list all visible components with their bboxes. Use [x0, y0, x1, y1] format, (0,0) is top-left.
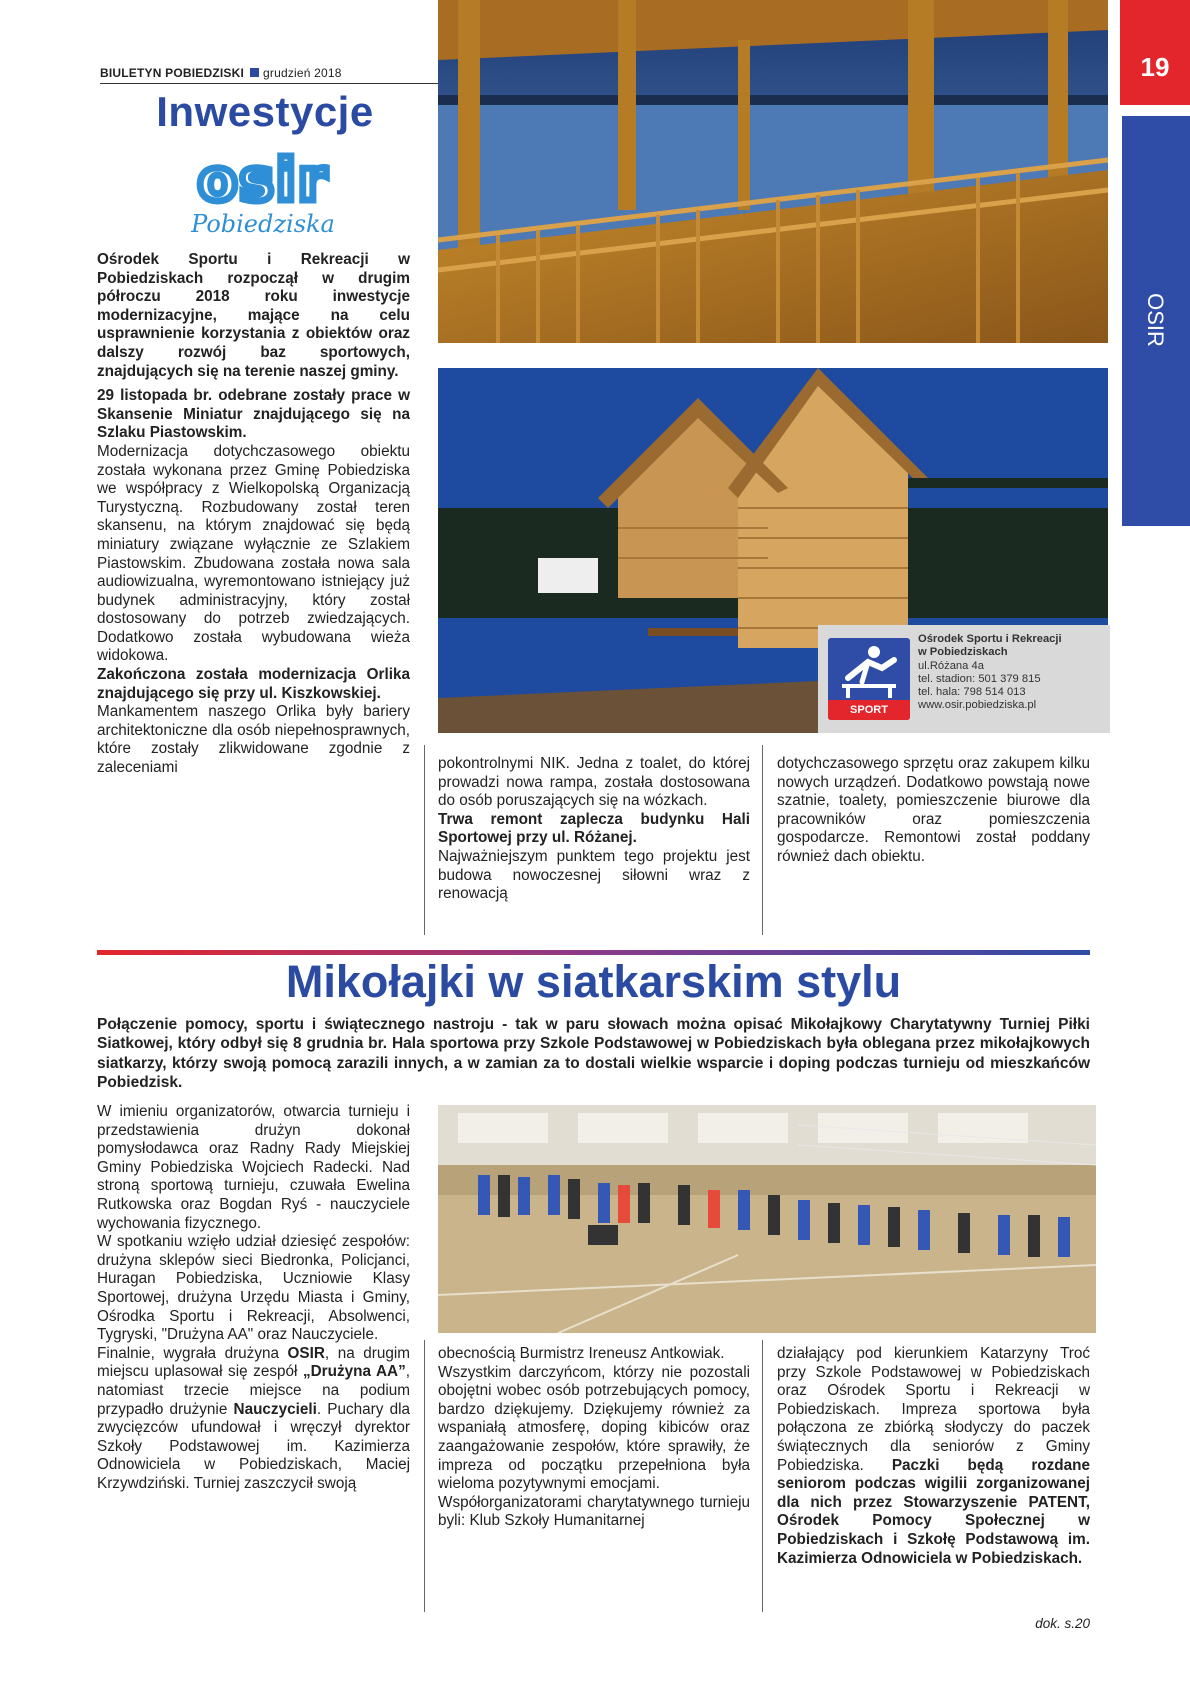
column-divider [424, 745, 425, 935]
issue-date: grudzień 2018 [263, 66, 342, 80]
section-title: Mikołajki w siatkarskim stylu [285, 956, 902, 1007]
paragraph: Wszystkim darczyńcom, którzy nie pozostali obojętni wobec osób potrzebujących pomocy, bardzo dziękujemy. Dziękujemy również za wspaniałą atmosferę, doping kibiców oraz zaangażowanie zespołów, które sprawiły, że impreza od początku przepełniona była wieloma pozytywnymi emocjami. [438, 1363, 750, 1493]
article-lead: Połączenie pomocy, sportu i świątecznego nastroju - tak w paru słowach można opisać Mikołajkowy Charytatywny Turniej Piłki Siatkowej, który odbył się 8 grudnia br. Hala sportowa przy Szkole Podstawowej w Pobiedziskach była oblegana przez mikołajkowych siatkarzy, którzy swoją pomocą zarazili innych, a w zamian za to dostali wielkie wsparcie i doping podczas turnieju od mieszkańców Pobiedzisk. [97, 1016, 1090, 1091]
section-tab-label: OSIR [1143, 293, 1168, 347]
continued-note: dok. s.20 [1035, 1616, 1090, 1631]
lead-paragraph: Ośrodek Sportu i Rekreacji w Pobiedziskach rozpoczął w drugim półroczu 2018 roku inwestycje modernizacyjne, mające na celu usprawnienie korzystania z obiektów oraz dalszy rozwój baz sportowych, znajdujących się na terenie naszej gminy. [97, 251, 410, 380]
paragraph [777, 1345, 1090, 1568]
text-run: , natomiast trzecie miejsce na podium przypadło drużynie [97, 1363, 410, 1418]
sport-logo [828, 638, 910, 720]
text-run-bold: Paczki będą rozdane seniorom podczas wigilii zorganizowanej dla nich przez Stowarzyszenie PATENT, Ośrodek Pomocy Społecznej w Pobiedziskach i Szkołę Podstawową im. Kazimierza Odnowiciela w Pobiedziskach. [777, 1456, 1090, 1567]
article-column-2 [438, 755, 750, 904]
team-osir: OSIR [287, 1344, 325, 1362]
osir-address: ul.Różana 4a [918, 659, 984, 672]
article2-column-1 [97, 1103, 410, 1493]
osir-logo-mark: osir [197, 148, 329, 214]
osir-phone-hala: tel. hala: 798 514 013 [918, 686, 1026, 699]
text-run: działający pod kierunkiem Katarzyny Troć przy Szkole Podstawowej w Pobiedziskach oraz Ośrodek Sportu i Rekreacji w Pobiedziskach. Impreza sportowa była połączona ze zbiórką słodyczy do paczek świątecznych dla seniorów z Gminy Pobiedziska. [777, 1345, 1090, 1474]
osir-website[interactable]: www.osir.pobiedziska.pl [918, 699, 1037, 712]
article-column-3 [777, 755, 1090, 867]
paragraph: W spotkaniu wzięło udział dziesięć zespołów: drużyna sklepów sieci Biedronka, Policjanci, Huragan Pobiedziska, Uczniowie Klasy Sportowej, drużyna Urzędu Miasta i Gminy, Ośrodka Sportu i Rekreacji, Absolwenci, Tygryski, "Drużyna AA" oraz Nauczyciele. [97, 1233, 410, 1344]
header-rule [100, 83, 438, 84]
publication-name: BIULETYN POBIEDZISKI [100, 66, 245, 80]
team-nauczyciele: Nauczycieli [233, 1400, 317, 1418]
paragraph: Modernizacja dotychczasowego obiektu została wykonana przez Gminę Pobiedziska we współpracy z Wielkopolską Organizacją Turystyczną. Rozbudowany został teren skansenu, na którym znajdować się będą miniatury związane wyłącznie ze Szlakiem Piastowskim. Zbudowana została nowa sala audiowizualna, wyremontowano istniejący już budynek administracyjny, który został dostosowany do potrzeb zwiedzających. Dodatkowo została wybudowana wieża widokowa. [97, 442, 410, 665]
sport-logo-label: SPORT [828, 700, 910, 720]
article2-column-2 [438, 1345, 750, 1531]
section-title: Inwestycje [156, 88, 374, 135]
osir-name-2: w Pobiedziskach [918, 646, 1008, 659]
section-divider [97, 950, 1090, 955]
paragraph: obecnością Burmistrz Ireneusz Antkowiak. [438, 1345, 725, 1362]
osir-name: Ośrodek Sportu i Rekreacji [918, 633, 1062, 645]
paragraph: W imieniu organizatorów, otwarcia turnieju i przedstawienia drużyn dokonał pomysłodawca oraz Radny Rady Miejskiej Gminy Pobiedziska Wojciech Radecki. Nad stroną sportową turnieju, czuwała Ewelina Rutkowska oraz Bogdan Ryś - nauczyciele wychowania fizycznego. [97, 1103, 410, 1232]
text-run: . Puchary dla zwycięzców ufundował i wręczył dyrektor Szkoły Podstawowej im. Kazimierza Odnowiciela w Pobiedziskach, Maciej Krzywdziński. Turniej zaszczycił swoją [97, 1400, 410, 1492]
osir-logo [168, 148, 358, 238]
team-druzyna-aa: „Drużyna AA” [302, 1363, 406, 1381]
paragraph: Współorganizatorami charytatywnego turnieju byli: Klub Szkoły Humanitarnej [438, 1493, 750, 1530]
hurdler-icon [828, 638, 910, 700]
square-icon [250, 68, 259, 77]
paragraph: dotychczasowego sprzętu oraz zakupem kilku nowych urządzeń. Dodatkowo powstają nowe szatnie, toalety, pomieszczenie biurowe dla pracowników oraz pomieszczenia gospodarcze. Remontowi został poddany również dach obiektu. [777, 755, 1090, 865]
text-run: Finalnie, wygrała drużyna [97, 1344, 288, 1362]
paragraph: Mankamentem naszego Orlika były bariery architektoniczne dla osób niepełnosprawnych, które zostały zlikwidowane zgodnie z zaleceniami [97, 703, 410, 777]
osir-logo-subtitle: Pobiedziska [191, 210, 335, 238]
running-header [100, 66, 380, 80]
pier-photo [438, 0, 1108, 343]
subheading: 29 listopada br. odebrane zostały prace w Skansenie Miniatur znajdującego się na Szlaku Piastowskim. [97, 387, 410, 442]
paragraph [97, 1345, 410, 1494]
article2-column-3 [777, 1345, 1090, 1568]
paragraph: Najważniejszym punktem tego projektu jest budowa nowoczesnej siłowni wraz z renowacją [438, 847, 750, 903]
osir-phone-stadion: tel. stadion: 501 379 815 [918, 672, 1041, 685]
column-divider [762, 1340, 763, 1612]
subheading: Zakończona została modernizacja Orlika znajdującego się przy ul. Kiszkowskiej. [97, 666, 410, 702]
column-divider [762, 745, 763, 935]
text-run: , na drugim miejscu uplasował się zespół [97, 1344, 410, 1381]
page-number: 19 [1140, 52, 1170, 82]
paragraph: pokontrolnymi NIK. Jedna z toalet, do której prowadzi nowa rampa, została dostosowana do osób poruszających się na wózkach. [438, 755, 750, 810]
article-column-1 [97, 251, 410, 778]
osir-contact-text [918, 633, 1110, 713]
column-divider [424, 1340, 425, 1612]
subheading: Trwa remont zaplecza budynku Hali Sportowej przy ul. Różanej. [438, 810, 750, 847]
volleyball-teams-photo [438, 1105, 1096, 1333]
